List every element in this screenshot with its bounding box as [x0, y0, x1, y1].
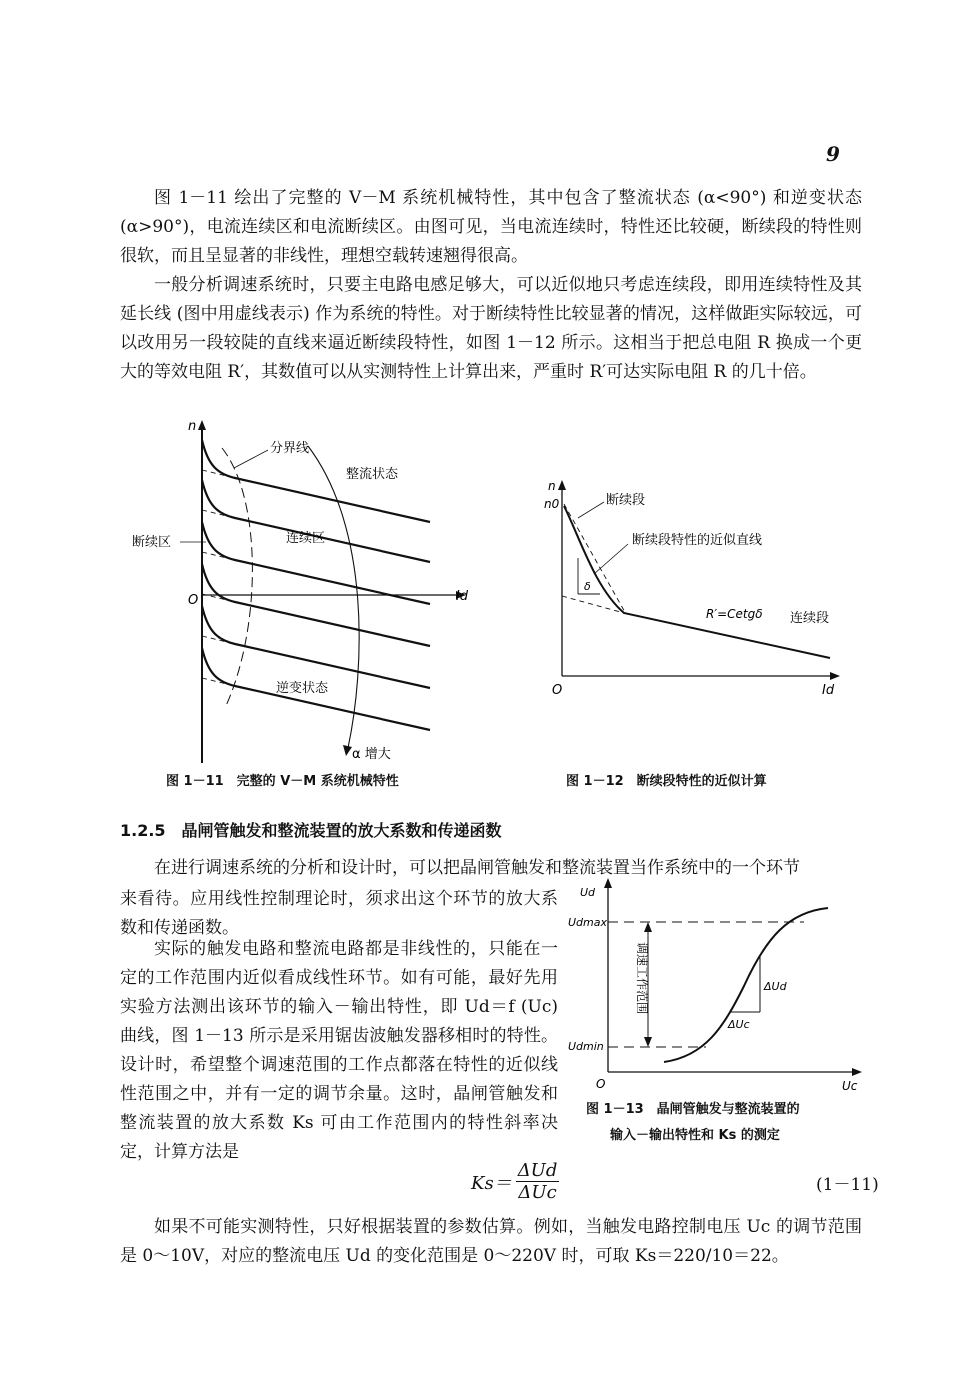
fig11-n-label: n: [188, 419, 197, 434]
fig11-boundary-label: 分界线: [270, 441, 310, 456]
fig11-origin-label: O: [188, 593, 199, 608]
fig12-origin-label: O: [552, 683, 563, 698]
fig13-diagram: [566, 876, 866, 1098]
fig11-continuous-label: 连续区: [286, 531, 326, 546]
fig12-rprime-label: R′=Cetgδ: [706, 607, 763, 621]
page-number: 9: [826, 142, 840, 166]
fig12-n0-label: n0: [544, 497, 560, 511]
fig13-caption-line2: 输入－输出特性和 Ks 的测定: [610, 1128, 780, 1143]
paragraph-intro-continued: 来看待。应用线性控制理论时，须求出这个环节的放大系数和传递函数。: [120, 889, 558, 938]
fig13-udmin-label: Udmin: [568, 1040, 604, 1053]
fig12-curve: [564, 506, 830, 658]
fig13-caption-line1: 图 1－13 晶闸管触发与整流装置的: [586, 1102, 800, 1117]
fig11-alpha-arc: [308, 446, 359, 748]
fig12-id-label: Id: [822, 683, 835, 698]
paragraph-intro-link: 在进行调速系统的分析和设计时，可以把晶闸管触发和整流装置当作系统中的一个环节: [154, 858, 800, 878]
fig11-alpha-label: α 增大: [352, 747, 391, 762]
fig13-ud-label: Ud: [580, 886, 596, 899]
equation-numerator: ΔUd: [517, 1160, 558, 1181]
paragraph-fig11-description: 图 1－11 绘出了完整的 V－M 系统机械特性，其中包含了整流状态 (α<90°) 和逆变状态 (α>90°)，电流连续区和电流断续区。由图可见，当电流连续时，特性还比较硬，断续段的特性则很软，而且呈显著的非线性，理想空载转速翘得很高。: [120, 188, 862, 266]
fig12-n-label: n: [548, 479, 556, 493]
fig11-diagram: [130, 418, 470, 763]
fig12-disc-segment-label: 断续段: [606, 493, 646, 508]
section-heading: 1.2.5 晶闸管触发和整流装置的放大系数和传递函数: [120, 821, 502, 840]
equation-denominator: ΔUc: [518, 1182, 557, 1203]
fig12-diagram: [540, 478, 840, 700]
fig11-id-label: Id: [455, 589, 468, 604]
fig11-caption: 图 1－11 完整的 V－M 系统机械特性: [166, 774, 399, 789]
fig12-caption: 图 1－12 断续段特性的近似计算: [566, 774, 767, 789]
fig13-range-label: 调速工作范围: [635, 942, 649, 1015]
fig12-approx-line-label: 断续段特性的近似直线: [632, 533, 763, 548]
fig11-boundary-line: [222, 448, 252, 708]
fig13-origin-label: O: [596, 1077, 606, 1091]
fig13-curve: [664, 908, 828, 1062]
equation-number: (1－11): [816, 1175, 879, 1195]
fig13-duc-label: ΔUc: [728, 1018, 750, 1031]
fig13-udmax-label: Udmax: [568, 916, 607, 929]
fig13-uc-label: Uc: [842, 1079, 858, 1093]
fig11-rectify-label: 整流状态: [346, 467, 399, 482]
equation-lhs: Ks: [471, 1172, 494, 1194]
fig11-invert-label: 逆变状态: [276, 681, 329, 696]
fig11-discontinuous-label: 断续区: [132, 535, 172, 550]
fig12-cont-segment-label: 连续段: [790, 611, 830, 626]
paragraph-nonlinear: 实际的触发电路和整流电路都是非线性的，只能在一定的工作范围内近似看成线性环节。如有可能，最好先用实验方法测出该环节的输入－输出特性，即 Ud＝f (Uc) 曲线，图 1－13 所示是采用锯齿波触发器移相时的特性。设计时，希望整个调速范围的工作点都落在特性的近似线性范围之中，并有一定的调节余量。这时，晶闸管触发和整流装置的放大系数 Ks 可由工作范围内的特性斜率决定，计算方法是: [120, 939, 558, 1162]
figure-1-12: [540, 478, 840, 700]
paragraph-estimate: 如果不可能实测特性，只好根据装置的参数估算。例如，当触发电路控制电压 Uc 的调节范围是 0～10V，对应的整流电压 Ud 的变化范围是 0～220V 时，可取 Ks＝220/10＝22。: [120, 1217, 862, 1266]
figure-1-13: [566, 876, 866, 1098]
paragraph-continuous-approximation: 一般分析调速系统时，只要主电路电感足够大，可以近似地只考虑连续段，即用连续特性及其延长线 (图中用虚线表示) 作为系统的特性。对于断续特性比较显著的情况，这样做距实际较远，可以改用另一段较陡的直线来逼近断续段特性，如图 1－12 所示。这相当于把总电阻 R 换成一个更大的等效电阻 R′，其数值可以从实测特性上计算出来，严重时 R′可达实际电阻 R 的几十倍。: [120, 275, 862, 382]
fig13-dud-label: ΔUd: [764, 980, 787, 993]
equation-ks: Ks＝ ΔUd ΔUc: [471, 1160, 558, 1203]
figure-1-11: [130, 418, 470, 763]
fig12-delta-label: δ: [584, 580, 591, 593]
